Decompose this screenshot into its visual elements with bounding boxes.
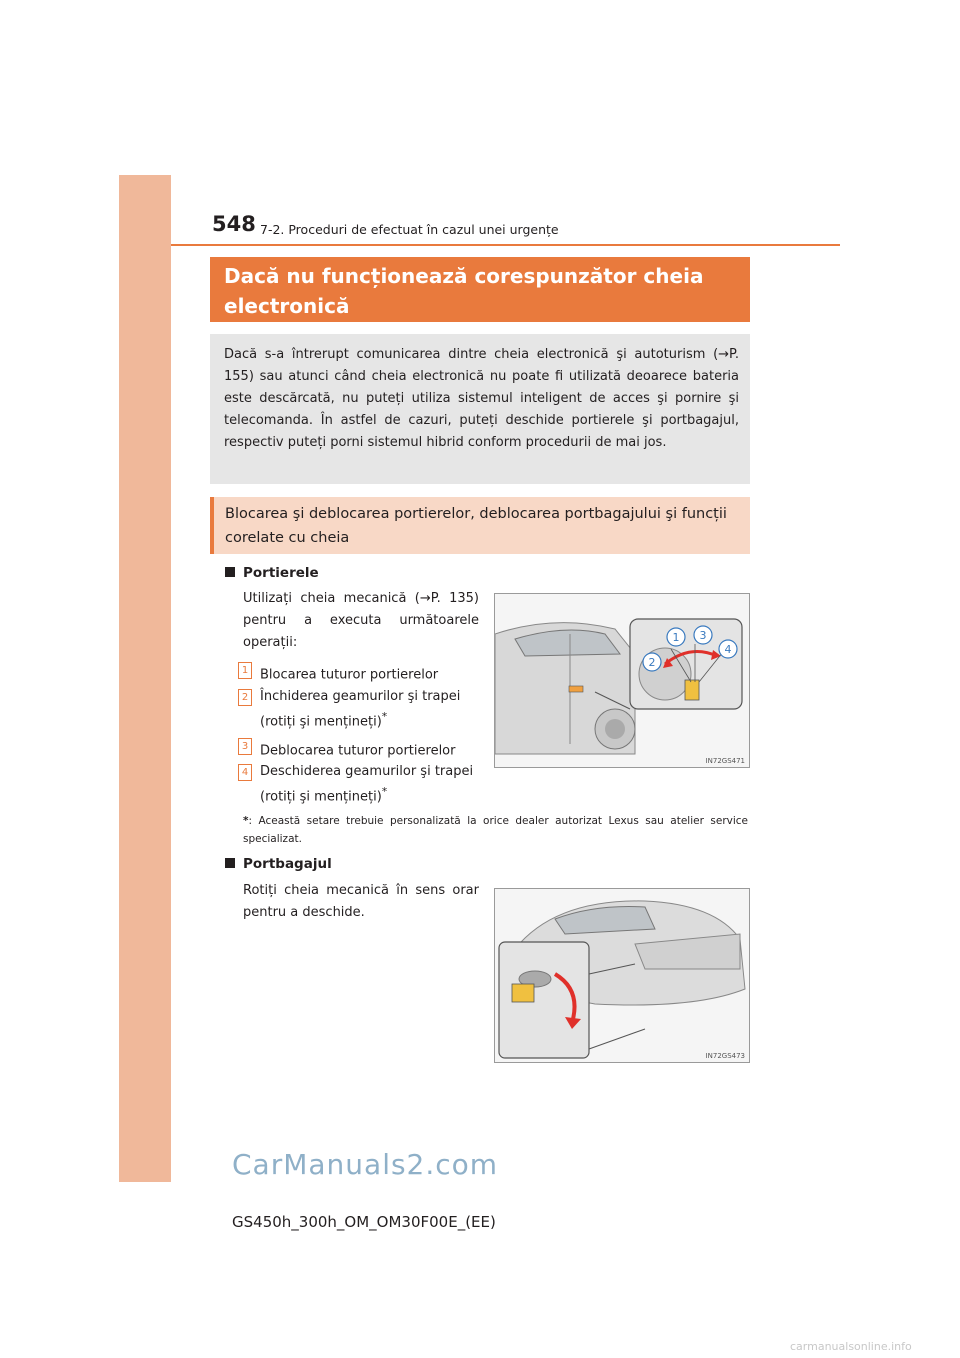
doors-heading: Portierele: [225, 564, 319, 582]
door-key-figure: [494, 593, 750, 768]
figure-code: IN72GS471: [705, 757, 745, 765]
trunk-key-figure: [494, 888, 750, 1063]
step-number: 1: [238, 662, 252, 679]
callout-3: 3: [699, 629, 707, 642]
callout-1: 1: [672, 631, 680, 644]
step-text: Deblocarea tuturor portierelor: [260, 743, 456, 759]
step-number: 2: [238, 689, 252, 706]
bullet-square-icon: [225, 858, 235, 868]
footnote: *: Această setare trebuie personalizată la orice dealer autorizat Lexus sau atelier service specializat.: [243, 815, 748, 845]
side-band: [119, 175, 171, 1182]
bullet-square-icon: [225, 567, 235, 577]
watermark: CarManuals2.com: [232, 1148, 499, 1181]
step-text: Închiderea geamurilor şi trapei (rotiți şi mențineți)*: [260, 689, 461, 730]
header-rule: [171, 244, 840, 246]
step-text: Deschiderea geamurilor şi trapei (rotiți şi mențineți)*: [260, 764, 474, 805]
callout-2: 2: [648, 656, 656, 669]
car-door-illustration: [495, 594, 749, 767]
subsection-title: Blocarea şi deblocarea portierelor, deblocarea portbagajului şi funcții corelate cu cheia: [210, 497, 750, 554]
page-number: 548: [212, 212, 256, 236]
doors-instruction: Utilizați cheia mecanică (→P. 135) pentru a executa următoarele operații:: [243, 591, 479, 650]
document-code: GS450h_300h_OM_OM30F00E_(EE): [232, 1213, 496, 1231]
intro-paragraph: Dacă s-a întrerupt comunicarea dintre cheia electronică şi autoturism (→P. 155) sau atunci când cheia electronică nu poate fi utilizată deoarece bateria este descărcată, nu puteți utiliza sistemul inteligent de acces şi pornire şi telecomanda. În astfel de cazuri, puteți deschide portierele şi portbagajul, respectiv puteți porni sistemul hibrid conform procedurii de mai jos.: [210, 334, 750, 484]
step-number: 4: [238, 764, 252, 781]
figure-code: IN72GS473: [705, 1052, 745, 1060]
car-trunk-illustration: [495, 889, 749, 1062]
page-title: Dacă nu funcționează corespunzător cheia electronică: [210, 257, 750, 322]
section-header: 7-2. Proceduri de efectuat în cazul unei urgențe: [260, 222, 559, 237]
step-text: Blocarea tuturor portierelor: [260, 667, 439, 683]
trunk-heading: Portbagajul: [225, 855, 332, 873]
trunk-instruction: Rotiți cheia mecanică în sens orar pentru a deschide.: [243, 883, 479, 920]
callout-4: 4: [724, 643, 732, 656]
step-number: 3: [238, 738, 252, 755]
site-stamp: carmanualsonline.info: [790, 1340, 912, 1353]
